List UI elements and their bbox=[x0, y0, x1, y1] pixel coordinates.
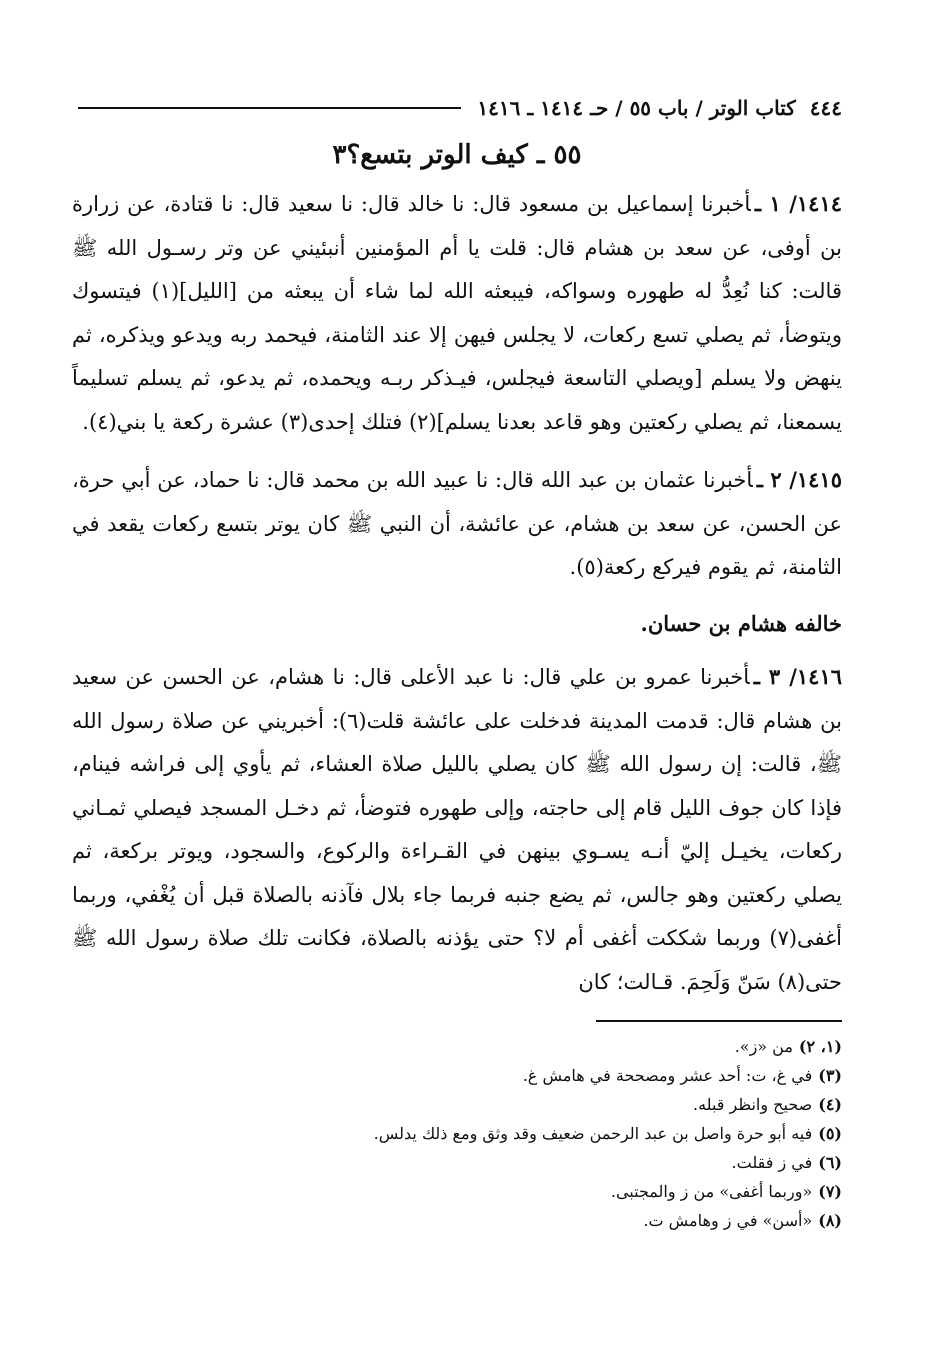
page-number: ٤٤٤ bbox=[809, 96, 842, 120]
footnote-item bbox=[72, 1177, 842, 1206]
book-page bbox=[72, 88, 842, 1328]
footnote-number: (٨) bbox=[818, 1211, 842, 1230]
footnote-separator bbox=[596, 1020, 842, 1022]
hadith-text: أخبرنا عمرو بن علي قال: نا عبد الأعلى قال: نا هشام، عن الحسن عن سعيد بن هشام قال: قدمت المدينة فدخلت على عائشة قلت(٦): أخبريني عن صلاة رسول الله ﷺ، قالت: إن رسول الله ﷺ كان يصلي بالليل صلاة العشاء، ثم يأوي إلى فراشه فينام، فإذا كان جوف الليل قام إلى حاجته، وإلى طهوره فتوضأ، ثم دخـل المسجد فيصلي ثمـاني ركعات، يخيـل إليّ أنـه يسـوي بينهن في القـراءة والركوع، والسجود، ويوتر بركعة، ثم يصلي ركعتين وهو جالس، ثم يضع جنبه فربما جاء بلال فآذنه بالصلاة قبل أن يُغْفي، وربما أغفى(٧) وربما شككت أغفى أم لا؟ حتى يؤذنه بالصلاة، فكانت تلك صلاة رسول الله ﷺ حتى(٨) سَنّ وَلَحِمَ. قـالت؛ كان bbox=[72, 665, 842, 994]
hadith-1416 bbox=[72, 655, 842, 1004]
footnote-text: في غ، ت: أحد عشر ومصححة في هامش غ. bbox=[522, 1066, 813, 1085]
hadith-1415 bbox=[72, 458, 842, 590]
footnote-text: «وربما أغفى» من ز والمجتبى. bbox=[610, 1182, 813, 1201]
hadith-number: ١٤١٥/ ٢ ـ bbox=[756, 467, 842, 492]
book-chapter-reference: كتاب الوتر / باب ٥٥ / حـ ١٤١٤ ـ ١٤١٦ bbox=[477, 96, 796, 120]
footnote-text: «أسن» في ز وهامش ت. bbox=[643, 1211, 813, 1230]
footnote-item bbox=[72, 1206, 842, 1235]
paragraph-gap bbox=[72, 444, 842, 458]
footnote-item bbox=[72, 1061, 842, 1090]
footnote-number: (٤) bbox=[818, 1095, 842, 1114]
footnote-item bbox=[72, 1148, 842, 1177]
hadith-text: أخبرنا عثمان بن عبد الله قال: نا عبيد الله بن محمد قال: نا حماد، عن أبي حرة، عن الحسن، عن سعد بن هشام، عن عائشة، أن النبي ﷺ كان يوتر بتسع ركعات يقعد في الثامنة، ثم يقوم فيركع ركعة(٥). bbox=[72, 468, 842, 579]
footnotes bbox=[72, 1032, 842, 1235]
footnote-number: (٧) bbox=[818, 1182, 842, 1201]
header-rule bbox=[78, 107, 461, 109]
footnote-number: (٥) bbox=[818, 1124, 842, 1143]
footnote-number: (١، ٢) bbox=[798, 1037, 842, 1056]
hadith-1414 bbox=[72, 182, 842, 444]
footnote-item bbox=[72, 1119, 842, 1148]
chapter-title: ٥٥ ـ كيف الوتر بتسع؟٣ bbox=[332, 140, 582, 170]
footnote-text: من «ز». bbox=[734, 1037, 793, 1056]
hadith-number: ١٤١٦/ ٣ ـ bbox=[753, 664, 843, 689]
footnote-item bbox=[72, 1032, 842, 1061]
footnote-text: صحيح وانظر قبله. bbox=[692, 1095, 813, 1114]
footnote-number: (٣) bbox=[818, 1066, 842, 1085]
footnote-number: (٦) bbox=[818, 1153, 842, 1172]
footnote-text: في ز فقلت. bbox=[731, 1153, 813, 1172]
narrator-note: خالفه هشام بن حسان. bbox=[640, 610, 842, 636]
footnote-text: فيه أبو حرة واصل بن عبد الرحمن ضعيف وقد وثق ومع ذلك يدلس. bbox=[373, 1124, 813, 1143]
hadith-number: ١٤١٤/ ١ ـ bbox=[754, 191, 843, 216]
hadith-text: أخبرنا إسماعيل بن مسعود قال: نا خالد قال: نا سعيد قال: نا قتادة، عن زرارة بن أوفى، عن سعد بن هشام قال: قلت يا أم المؤمنين أنبئيني عن وتر رسـول الله ﷺ قالت: كنا نُعِدُّ له طهوره وسواكه، فيبعثه الله لما شاء أن يبعثه من [الليل](١) فيتسوك ويتوضأ، ثم يصلي تسع ركعات، لا يجلس فيهن إلا عند الثامنة، فيحمد ربه ويدعو ويذكره، ثم ينهض ولا يسلم [ويصلي التاسعة فيجلس، فيـذكر ربـه ويحمده، ثم يدعو، ثم يسلم تسليماً يسمعنا، ثم يصلي ركعتين وهو قاعد بعدنا يسلم](٢) فتلك إحدى(٣) عشرة ركعة يا بني(٤). bbox=[72, 192, 842, 434]
running-header bbox=[72, 88, 842, 128]
footnote-item bbox=[72, 1090, 842, 1119]
